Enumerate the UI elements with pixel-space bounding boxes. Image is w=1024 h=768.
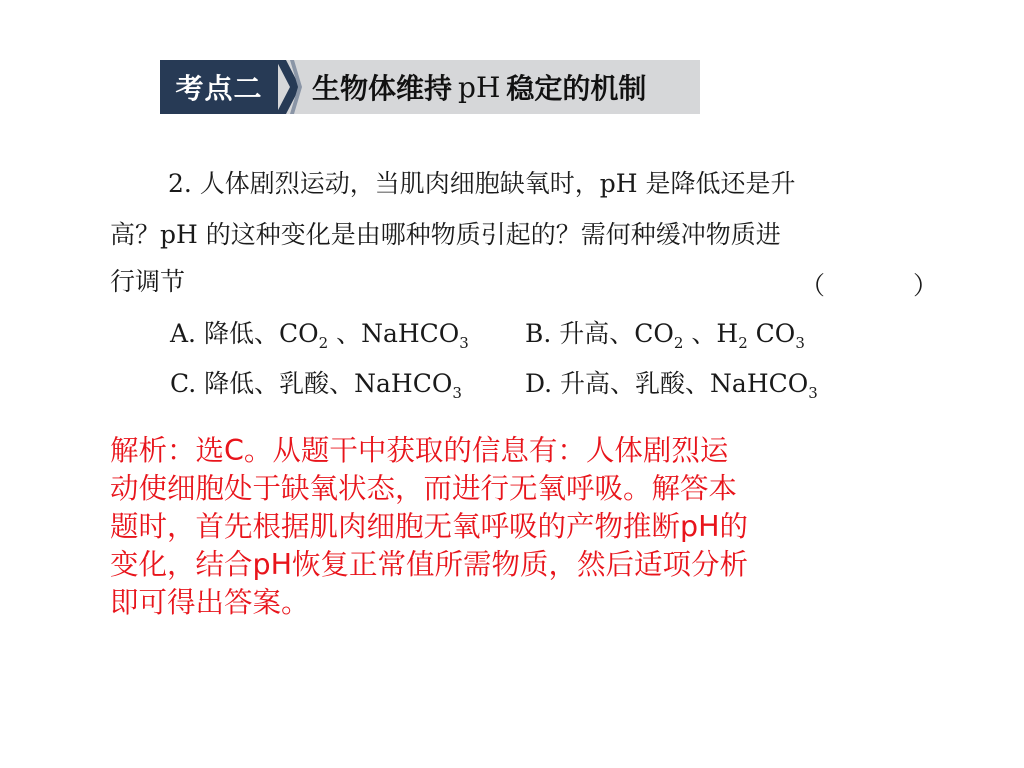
option-d: D. 升高、乳酸、NaHCO$_3$ xyxy=(525,369,818,402)
chevron-right-icon xyxy=(278,60,302,114)
title-post: 稳定的机制 xyxy=(506,72,647,105)
title-ph: pH xyxy=(458,70,501,104)
question-line-2: 高？pH 的这种变化是由哪种物质引起的？需何种缓冲物质进 xyxy=(110,220,781,249)
question-line-3: 行调节 xyxy=(110,267,186,296)
answer-parentheses: （ ） xyxy=(800,271,978,300)
analysis-line-5: 即可得出答案。 xyxy=(110,586,310,619)
option-c: C. 降低、乳酸、NaHCO$_3$ xyxy=(170,369,462,402)
title-pre: 生物体维持 xyxy=(312,72,453,105)
analysis-text xyxy=(110,432,910,622)
section-header-banner xyxy=(160,60,700,114)
analysis-line-1: 解析：选C。从题干中获取的信息有：人体剧烈运 xyxy=(110,434,729,467)
section-tag: 考点二 xyxy=(160,60,278,114)
analysis-line-2: 动使细胞处于缺氧状态，而进行无氧呼吸。解答本 xyxy=(110,472,738,505)
option-a: A. 降低、$CO_2$ 、NaHCO$_3$ xyxy=(170,319,469,352)
analysis-line-3: 题时，首先根据肌肉细胞无氧呼吸的产物推断pH的 xyxy=(110,510,749,543)
question-line-1: 2. 人体剧烈运动，当肌肉细胞缺氧时，pH 是降低还是升 xyxy=(168,169,796,198)
option-b: B. 升高、$CO_2$ 、$H_2$ $CO_3$ xyxy=(525,319,805,352)
section-title xyxy=(302,60,646,114)
analysis-line-4: 变化，结合pH恢复正常值所需物质，然后适项分析 xyxy=(110,548,749,581)
